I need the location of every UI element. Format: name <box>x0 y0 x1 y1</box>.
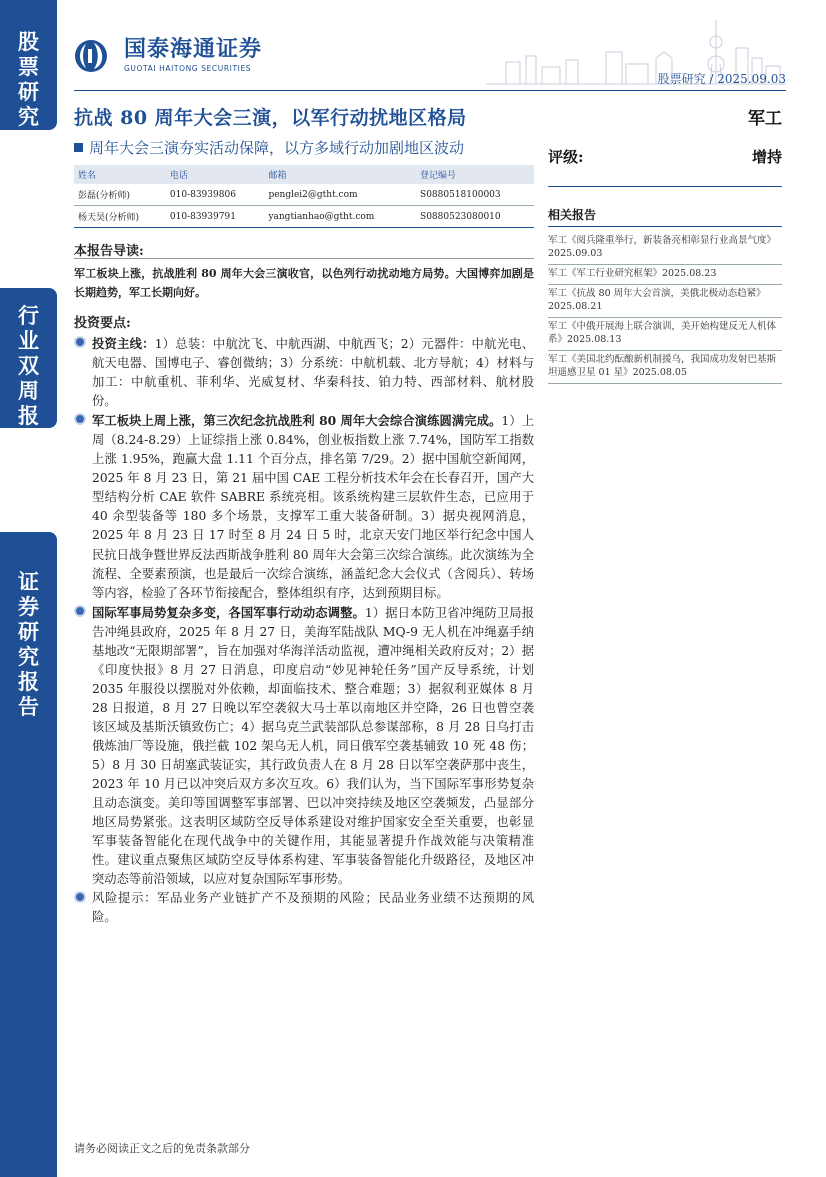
side-tab-char: 研 <box>18 620 39 644</box>
report-category-date: 股票研究 / 2025.09.03 <box>657 72 786 86</box>
side-tab-char: 证 <box>18 570 39 594</box>
side-tab-char: 行 <box>18 304 39 328</box>
report-title: 抗战 80 周年大会三演，以军行动扰地区格局 <box>74 107 467 129</box>
key-point-lead: 投资主线： <box>92 336 155 351</box>
header-name: 姓名 <box>74 165 166 184</box>
related-report-link[interactable]: 军工《抗战 80 周年大会首演，美俄北极动态趋紧》2025.08.21 <box>548 285 782 318</box>
report-subtitle <box>74 137 464 158</box>
key-point-item <box>74 334 534 411</box>
risk-warning-text: 风险提示：军品业务产业链扩产不及预期的风险；民品业务业绩不达预期的风险。 <box>92 891 534 925</box>
related-report-link[interactable]: 军工《阅兵隆重举行，新装备亮相彰显行业高景气度》2025.09.03 <box>548 232 782 265</box>
key-point-text: 1）总装：中航沈飞、中航西湖、中航西飞；2）元器件：中航光电、航天电器、国博电子、睿创微纳；3）分系统：中航机载、北方导航；4）材料与加工：中航重机、菲利华、光威复材、华秦科技、铂力特、西部材料、航材股份。 <box>92 337 534 409</box>
header-divider <box>74 90 786 91</box>
side-tab-securities-report <box>0 532 57 1177</box>
disclaimer-footer: 请务必阅读正文之后的免责条款部分 <box>74 1142 250 1155</box>
company-logo <box>74 38 262 73</box>
side-tab-char: 周 <box>18 379 39 403</box>
side-tab-char: 业 <box>18 329 39 353</box>
square-bullet-icon <box>74 143 83 152</box>
side-tab-char: 票 <box>18 55 39 79</box>
analyst-reg-no: S0880523080010 <box>416 206 534 228</box>
key-point-text: 1）上周（8.24-8.29）上证综指上涨 0.84%，创业板指数上涨 7.74%，国防军工指数上涨 1.95%，跑赢大盘 1.11 个百分点，排名第 7/29。2）据中国航空新闻网，2025 年 8 月 23 日，第 21 届中国 CAE 工程分析技术年会在长春召开，国产大型结构分析 CAE 软件 SABRE 系统亮相。该系统构建三层软件生态，已应用于 40 余型装备等 180 多个场景，支撑军工重大装备研制。3）据央视网消息，2025 年 8 月 23 日 17 时至 8 月 24 日 5 时，北京天安门地区举行纪念中国人民抗日战争暨世界反法西斯战争胜利 80 周年大会第三次综合演练。此次演练为全流程、全要素预演，也是最后一次综合演练，涵盖纪念大会仪式（含阅兵）、转场等内容，检验了各环节衔接配合，整体组织有序，达到预期目标。 <box>92 414 534 600</box>
related-report-link[interactable]: 军工《美国北约酝酿新机制援乌，我国成功发射巴基斯坦遥感卫星 01 星》2025.08.05 <box>548 351 782 384</box>
table-row <box>74 184 534 206</box>
key-point-text: 1）据日本防卫省冲绳防卫局报告冲绳县政府，2025 年 8 月 27 日，美海军陆战队 MQ-9 无人机在冲绳嘉手纳基地改“无限期部署”，旨在加强对华海洋活动监视，遭冲绳相关政府反对；2）据《印度快报》8 月 27 日消息，印度启动“妙见神轮任务”国产反导系统，计划 2035 年服役以摆脱对外依赖，却面临技术、整合难题；3）据叙利亚媒体 8 月 28 日报道，8 月 27 日晚以军空袭叙大马士革以南地区并空降，26 日也曾空袭该区域及基斯沃镇致伤亡；4）据乌克兰武装部队总参谋部称，8 月 28 日乌打击俄炼油厂等设施，俄拦截 102 架乌无人机，同日俄军空袭基辅致 10 死 48 伤；5）8 月 30 日胡塞武装证实，其行政负责人在 8 月 28 日以军空袭萨那中丧生，2023 年 10 月已以冲突后双方多次互攻。6）我们认为，当下国际军事形势复杂且动态演变。美印等国调整军事部署、巴以冲突持续及地区空袭频发，凸显部分地区局势紧张。这表明区域防空反导体系建设对维护国家安全至关重要，也彰显军事装备智能化在现代战争中的关键作用，其能显著提升作战效能与决策精准性。建议重点聚焦区域防空反导体系构建、军事装备智能化升级路径，及地区冲突动态等前沿领域，以应对复杂国际军事形势。 <box>92 605 534 887</box>
rating-label: 评级: <box>548 148 584 166</box>
analyst-email[interactable]: yangtianhao@gtht.com <box>264 206 416 228</box>
related-report-link[interactable]: 军工《中俄开展海上联合演训，美开始构建反无人机体系》2025.08.13 <box>548 318 782 351</box>
side-tab-char: 告 <box>18 695 39 719</box>
side-tab-char: 究 <box>18 645 39 669</box>
side-tab-char: 券 <box>18 595 39 619</box>
guide-divider <box>74 258 534 259</box>
key-point-lead: 军工板块上周上涨，第三次纪念抗战胜利 80 周年大会综合演练圆满完成。 <box>92 413 502 429</box>
analyst-name: 杨天昊(分析师) <box>74 206 166 228</box>
analyst-table <box>74 165 534 228</box>
guide-summary: 军工板块上涨，抗战胜利 80 周年大会三演收官，以色列行动扰动地方局势。大国博弈加剧是长期趋势，军工长期向好。 <box>74 267 534 299</box>
logo-emblem-icon <box>74 39 114 73</box>
side-tab-stock-research <box>0 0 57 130</box>
guide-heading: 本报告导读: <box>74 244 144 259</box>
header-phone: 电话 <box>166 165 265 184</box>
related-reports <box>548 206 782 384</box>
analyst-email[interactable]: penglei2@gtht.com <box>264 184 416 206</box>
key-points-heading: 投资要点: <box>74 316 131 331</box>
sector-label: 军工 <box>748 109 782 129</box>
analyst-reg-no: S0880518100003 <box>416 184 534 206</box>
analyst-phone: 010-83939806 <box>166 184 265 206</box>
side-tab-char: 研 <box>18 80 39 104</box>
key-point-item <box>74 411 534 602</box>
analyst-phone: 010-83939791 <box>166 206 265 228</box>
key-point-lead: 国际军事局势复杂多变，各国军事行动动态调整。 <box>92 604 365 620</box>
side-tab-char: 报 <box>18 404 39 428</box>
rating-value: 增持 <box>751 148 782 166</box>
related-report-link[interactable]: 军工《军工行业研究框架》2025.08.23 <box>548 265 782 285</box>
logo-text-en: GUOTAI HAITONG SECURITIES <box>124 64 252 73</box>
key-points-list <box>74 334 534 927</box>
related-reports-heading: 相关报告 <box>548 206 782 227</box>
rating-box <box>548 146 782 187</box>
analyst-table-header <box>74 165 534 184</box>
side-tab-industry-biweekly <box>0 288 57 428</box>
side-tab-char: 究 <box>18 105 39 129</box>
header-email: 邮箱 <box>264 165 416 184</box>
side-tab-char: 股 <box>18 30 39 54</box>
side-tab-char: 报 <box>18 670 39 694</box>
subtitle-text: 周年大会三演夯实活动保障，以方多域行动加剧地区波动 <box>89 139 465 157</box>
key-point-item <box>74 603 534 890</box>
table-row <box>74 206 534 228</box>
side-tab-char: 双 <box>18 354 39 378</box>
risk-warning-item <box>74 889 534 927</box>
header-reg-no: 登记编号 <box>416 165 534 184</box>
analyst-name: 彭磊(分析师) <box>74 184 166 206</box>
logo-text-cn: 国泰海通证券 <box>124 37 263 62</box>
